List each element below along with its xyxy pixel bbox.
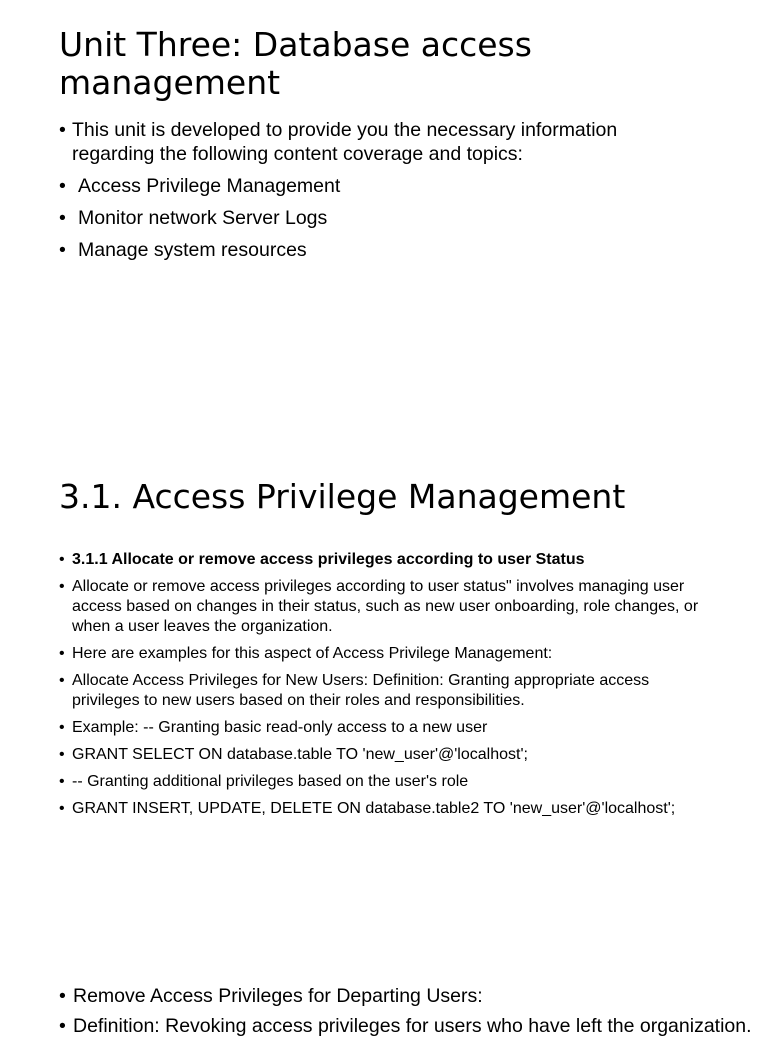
bullet-item: • Access Privilege Management <box>59 175 341 197</box>
bullet-icon: • <box>59 119 66 141</box>
bullet-icon: • <box>59 746 65 763</box>
bullet-icon: • <box>59 1015 66 1037</box>
bullet-item: • GRANT INSERT, UPDATE, DELETE ON database.table2 TO 'new_user'@'localhost'; <box>59 800 676 817</box>
bullet-icon: • <box>59 773 65 790</box>
bullet-item: • Manage system resources <box>59 239 307 261</box>
bullet-item: • Monitor network Server Logs <box>59 207 328 229</box>
bullet-icon: • <box>59 645 65 662</box>
bullet-item: • Allocate or remove access privileges according to user status" involves managing user access based on changes in their status, such as new user onboarding, role changes, or when a user leaves the organization. <box>59 578 699 635</box>
bullet-icon: • <box>59 800 65 817</box>
bullet-item: • Remove Access Privileges for Departing Users: <box>59 985 483 1007</box>
bullet-item: • Example: -- Granting basic read-only access to a new user <box>59 719 488 736</box>
slide-title: 3.1. Access Privilege Management <box>59 477 626 516</box>
bullet-item: • This unit is developed to provide you the necessary information regarding the following content coverage and topics: <box>59 119 618 165</box>
bullet-item: • Definition: Revoking access privileges for users who have left the organization. <box>59 1015 752 1037</box>
bullet-item: • GRANT SELECT ON database.table TO 'new_user'@'localhost'; <box>59 746 528 763</box>
bullet-icon: • <box>59 175 66 197</box>
bullet-icon: • <box>59 551 65 568</box>
bullet-item: • Allocate Access Privileges for New Users: Definition: Granting appropriate access privileges to new users based on their roles and responsibilities. <box>59 672 650 709</box>
bullet-list <box>59 550 699 826</box>
bullet-icon: • <box>59 719 65 736</box>
bullet-icon: • <box>59 985 66 1007</box>
bullet-icon: • <box>59 207 66 229</box>
bullet-list <box>59 118 699 270</box>
bullet-icon: • <box>59 672 65 689</box>
bullet-item: • 3.1.1 Allocate or remove access privileges according to user Status <box>59 551 585 568</box>
bullet-icon: • <box>59 239 66 261</box>
bullet-list <box>59 984 759 1044</box>
bullet-icon: • <box>59 578 65 595</box>
slide-title: Unit Three: Database access management <box>59 25 532 102</box>
bullet-item: • -- Granting additional privileges based on the user's role <box>59 773 469 790</box>
bullet-item: • Here are examples for this aspect of Access Privilege Management: <box>59 645 553 662</box>
